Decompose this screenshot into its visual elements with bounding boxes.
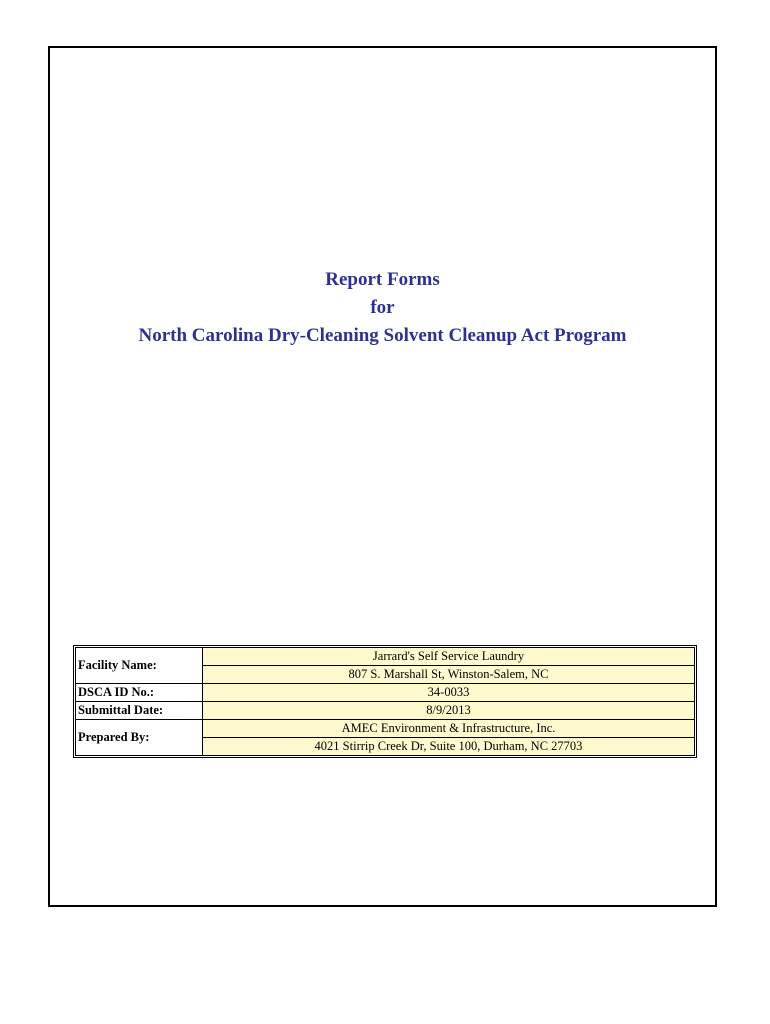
facility-address-value: 807 S. Marshall St, Winston-Salem, NC (203, 666, 695, 684)
facility-name-label: Facility Name: (76, 648, 203, 684)
submittal-date-label: Submittal Date: (76, 702, 203, 720)
table-row (76, 684, 695, 702)
dsca-id-value: 34-0033 (203, 684, 695, 702)
table-row (76, 648, 695, 666)
title-line-3: North Carolina Dry-Cleaning Solvent Cleanup Act Program (138, 325, 627, 346)
prepared-by-company: AMEC Environment & Infrastructure, Inc. (203, 720, 695, 738)
table-row (76, 702, 695, 720)
facility-info-grid (75, 647, 695, 756)
dsca-id-label: DSCA ID No.: (76, 684, 203, 702)
title-line-2: for (370, 297, 395, 318)
title-line-1: Report Forms (325, 269, 440, 290)
facility-info-table (73, 645, 697, 758)
prepared-by-label: Prepared By: (76, 720, 203, 756)
report-cover-page (48, 46, 717, 907)
submittal-date-value: 8/9/2013 (203, 702, 695, 720)
facility-name-value: Jarrard's Self Service Laundry (203, 648, 695, 666)
table-row (76, 720, 695, 738)
prepared-by-address: 4021 Stirrip Creek Dr, Suite 100, Durham, NC 27703 (203, 738, 695, 756)
report-title (50, 266, 715, 350)
